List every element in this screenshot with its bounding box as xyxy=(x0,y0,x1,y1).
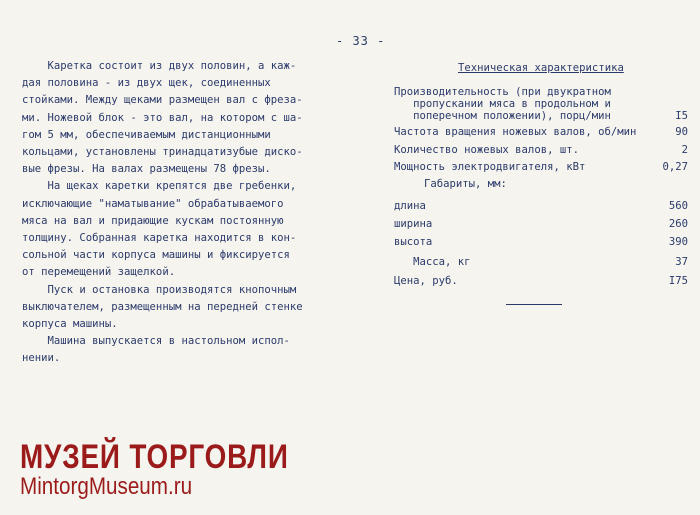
spec-row-price xyxy=(394,275,688,287)
spec-label: Масса, кг xyxy=(394,256,471,268)
spec-label: высота xyxy=(394,236,433,248)
spec-value: 260 xyxy=(668,218,688,230)
spec-title: Техническая характеристика xyxy=(458,62,624,74)
spec-label: Частота вращения ножевых валов, об/мин xyxy=(394,126,637,138)
spec-row-length xyxy=(394,200,688,212)
spec-row-width xyxy=(394,218,688,230)
text-line: сольной части корпуса машины и фиксируется xyxy=(22,249,290,262)
text-line: кольцами, установлены тринадцатизубые диско- xyxy=(22,146,303,159)
spec-label: Производительность (при двукратном xyxy=(394,86,611,98)
spec-label: Количество ножевых валов, шт. xyxy=(394,144,579,156)
spec-label: Цена, руб. xyxy=(394,275,458,287)
spec-value: I5 xyxy=(675,110,688,122)
spec-value: 37 xyxy=(675,256,688,268)
text-line: Пуск и остановка производятся кнопочным xyxy=(22,283,297,296)
spec-value: 390 xyxy=(668,236,688,248)
page-number: - 33 - xyxy=(336,34,386,48)
watermark-title: МУЗЕЙ ТОРГОВЛИ xyxy=(20,438,289,476)
end-rule xyxy=(506,304,562,305)
text-line: вые фрезы. На валах размещены 78 фрезы. xyxy=(22,163,271,176)
spec-value: 2 xyxy=(681,144,688,156)
dimensions-title: Габариты, мм: xyxy=(424,178,507,190)
spec-value: 90 xyxy=(675,126,688,138)
spec-row-power xyxy=(394,161,688,173)
text-line: от перемещений защелкой. xyxy=(22,266,176,279)
spec-row-rotation xyxy=(394,126,688,138)
spec-row-height xyxy=(394,236,688,248)
spec-value: I75 xyxy=(668,275,688,287)
watermark-url: MintorgMuseum.ru xyxy=(20,473,193,500)
description-text xyxy=(22,58,322,368)
spec-row-productivity-2 xyxy=(394,98,688,110)
text-line: гом 5 мм, обеспечиваемым дистанционными xyxy=(22,128,271,141)
spec-label: ширина xyxy=(394,218,433,230)
text-line: исключающие "наматывание" обрабатываемого xyxy=(22,197,284,210)
text-line: мяса на вал и придающие кускам постоянную xyxy=(22,214,284,227)
spec-label: поперечном положении), порц/мин xyxy=(394,110,611,122)
text-line: нении. xyxy=(22,352,61,365)
spec-row-productivity-1 xyxy=(394,86,688,98)
text-line: Каретка состоит из двух половин, а каж- xyxy=(22,60,297,72)
spec-row-shafts xyxy=(394,144,688,156)
text-line: дая половина - из двух щек, соединенных xyxy=(22,77,271,90)
spec-row-mass xyxy=(394,256,688,268)
text-line: Машина выпускается в настольном испол- xyxy=(22,335,290,348)
spec-label: Мощность электродвигателя, кВт xyxy=(394,161,586,173)
text-line: стойками. Между щеками размещен вал с фреза- xyxy=(22,94,303,107)
spec-row-productivity-3 xyxy=(394,110,688,122)
spec-label: пропускании мяса в продольном и xyxy=(394,98,611,110)
text-line: ми. Ножевой блок - это вал, на котором с ша- xyxy=(22,111,303,124)
text-line: корпуса машины. xyxy=(22,318,118,331)
text-line: На щеках каретки крепятся две гребенки, xyxy=(22,180,297,193)
spec-value: 560 xyxy=(668,200,688,212)
text-line: выключателем, размещенным на передней стенке xyxy=(22,300,303,313)
spec-value: 0,27 xyxy=(662,161,688,173)
spec-label: длина xyxy=(394,200,426,212)
text-line: толщину. Собранная каретка находится в кон- xyxy=(22,232,297,245)
